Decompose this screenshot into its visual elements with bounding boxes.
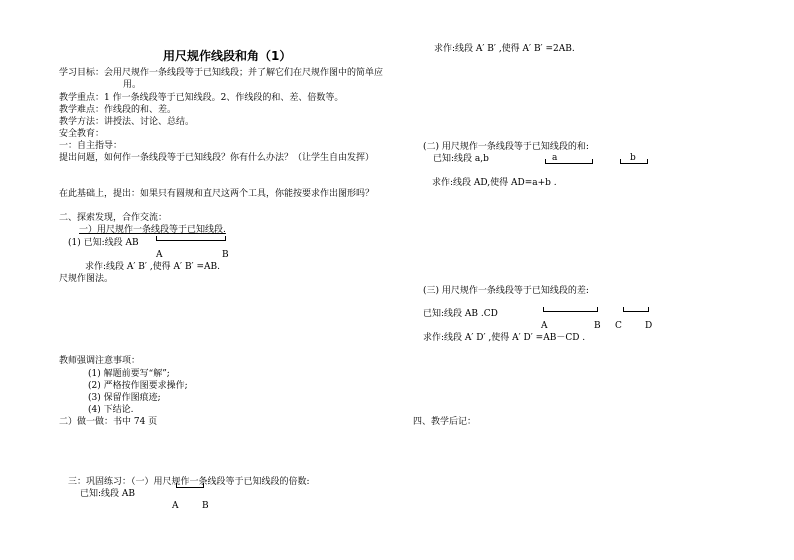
segment-ab-diff-figure	[543, 311, 598, 312]
find-equal-segment: 求作:线段 A′ B′ ,使得 A′ B′ =AB.	[85, 262, 220, 272]
find-difference-segment: 求作:线段 A′ D′ ,使得 A′ D′ =AB－CD .	[423, 333, 586, 343]
sum-section-title: (二) 用尺规作一条线段等于已知线段的和:	[423, 142, 589, 152]
segment-a-figure	[545, 163, 593, 164]
learning-goal-line1: 学习目标：会用尺规作一条线段等于已知线段；并了解它们在尺规作图中的简单应	[59, 68, 384, 78]
point-label-A: A	[541, 321, 548, 331]
segment-cd-diff-figure	[623, 311, 649, 312]
key-points: 教学重点：1 作一条线段等于已知线段。2、作线段的和、差、倍数等。	[59, 93, 344, 103]
segment-b-figure	[620, 163, 648, 164]
note-item-1: (1) 解题前要写“解”;	[88, 369, 170, 379]
point-label-a: A	[156, 250, 163, 260]
section-explore: 二、探索发现，合作交流：	[59, 213, 168, 223]
question-followup: 在此基础上，提出：如果只有圆规和直尺这两个工具，你能按要求作出图形吗？	[59, 189, 375, 199]
difference-section-title: (三) 用尺规作一条线段等于已知线段的差:	[423, 286, 589, 296]
practice-section: 二）做一做：书中 74 页	[59, 417, 158, 427]
section-self-guidance: 一：自主指导：	[59, 141, 123, 151]
safety-education: 安全教育：	[59, 129, 105, 139]
point-label-C: C	[615, 321, 622, 331]
note-item-4: (4) 下结论.	[88, 405, 134, 415]
point-label-D: D	[645, 321, 653, 331]
consolidation-section: 三：巩固练习：（一）用尺规作一条线段等于已知线段的倍数:	[68, 477, 310, 487]
find-sum-segment: 求作:线段 AD,使得 AD=a+b .	[432, 178, 557, 188]
point-label-b-2: B	[202, 501, 209, 511]
page-title: 用尺规作线段和角（1）	[163, 49, 292, 63]
find-double-segment: 求作:线段 A′ B′ ,使得 A′ B′ =2AB.	[434, 44, 575, 54]
segment-label-b: b	[630, 153, 636, 163]
segment-ab-figure-2	[176, 487, 204, 488]
figure-method-note: 尺规作图法。	[59, 274, 114, 284]
subsection-equal-segment: 一）用尺规作一条线段等于已知线段.	[79, 225, 226, 235]
point-label-a-2: A	[172, 501, 179, 511]
teaching-reflection: 四、教学后记：	[413, 417, 477, 427]
known-segment-ab: (1) 已知:线段 AB	[68, 238, 139, 248]
segment-label-a: a	[552, 153, 558, 163]
question-prompt: 提出问题，如何作一条线段等于已知线段？你有什么办法？（让学生自由发挥）	[59, 153, 375, 163]
note-item-2: (2) 严格按作图要求操作;	[88, 381, 188, 391]
segment-ab-figure	[156, 240, 226, 241]
note-item-3: (3) 保留作图痕迹;	[88, 393, 161, 403]
known-segments-ab: 已知:线段 a,b	[433, 154, 489, 164]
point-label-b: B	[222, 250, 229, 260]
known-segment-ab-2: 已知:线段 AB	[80, 489, 136, 499]
learning-goal-line2: 用。	[123, 80, 142, 90]
notes-title: 教师强调注意事项：	[59, 356, 141, 366]
point-label-B: B	[594, 321, 601, 331]
difficulty: 教学难点：作线段的和、差。	[59, 105, 177, 115]
teaching-method: 教学方法：讲授法、讨论、总结。	[59, 117, 195, 127]
known-segments-ab-cd: 已知:线段 AB .CD	[423, 309, 498, 319]
